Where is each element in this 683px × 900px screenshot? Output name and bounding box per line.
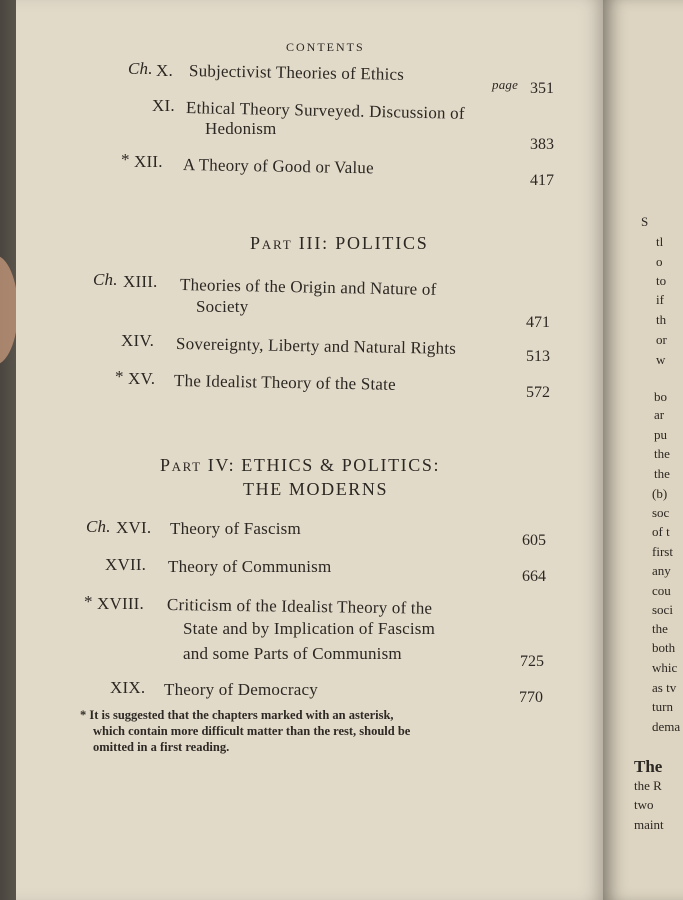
chapter-numeral: XVIII. xyxy=(97,594,144,613)
facing-page-fragment: any xyxy=(652,563,671,578)
page-number: 417 xyxy=(530,172,554,189)
page-number: 572 xyxy=(526,384,550,401)
facing-page-fragment: the R xyxy=(634,778,662,793)
chapter-prefix: Ch. xyxy=(128,59,153,78)
page-number: 725 xyxy=(520,653,544,670)
facing-page-fragment: S xyxy=(641,214,649,229)
facing-page-fragment: soc xyxy=(652,505,670,520)
chapter-title-cont: Hedonism xyxy=(205,119,277,138)
chapter-numeral: XV. xyxy=(128,369,156,388)
chapter-title-cont: Society xyxy=(196,297,249,316)
footnote-line: * It is suggested that the chapters marked with an asterisk, xyxy=(80,708,394,722)
chapter-title-cont: and some Parts of Communism xyxy=(183,644,402,663)
page-number: 383 xyxy=(530,136,554,153)
footnote-line: which contain more difficult matter than the rest, should be xyxy=(93,724,411,738)
chapter-title: Criticism of the Idealist Theory of the xyxy=(166,595,433,618)
chapter-title: Theory of Fascism xyxy=(170,519,301,538)
facing-page-fragment: tl xyxy=(656,234,664,249)
chapter-title: Subjectivist Theories of Ethics xyxy=(188,61,405,84)
chapter-numeral: XIV. xyxy=(121,331,155,350)
chapter-title: Theories of the Origin and Nature of xyxy=(179,275,437,299)
chapter-numeral: XIX. xyxy=(110,678,146,697)
page-word: page xyxy=(492,77,519,92)
chapter-title: Theory of Democracy xyxy=(164,680,318,699)
chapter-title: Theory of Communism xyxy=(168,557,332,576)
asterisk-marker: * xyxy=(84,592,93,611)
facing-page-fragment: ar xyxy=(654,407,665,422)
footnote-line: omitted in a first reading. xyxy=(93,740,230,754)
facing-page-fragment: both xyxy=(652,640,676,655)
chapter-numeral: X. xyxy=(156,61,173,80)
part-heading-cont: THE MODERNS xyxy=(243,479,389,499)
facing-page-fragment: w xyxy=(656,352,666,367)
contents-page xyxy=(16,0,608,900)
chapter-title: A Theory of Good or Value xyxy=(182,155,375,178)
facing-page-fragment: (b) xyxy=(652,486,668,501)
chapter-title: Sovereignty, Liberty and Natural Rights xyxy=(175,334,457,358)
facing-page-fragment: bo xyxy=(654,389,667,404)
chapter-title: The Idealist Theory of the State xyxy=(173,371,396,394)
chapter-prefix: Ch. xyxy=(93,270,118,289)
page-number: 770 xyxy=(519,689,543,706)
facing-page-fragment: or xyxy=(656,332,667,347)
facing-page-fragment: soci xyxy=(652,602,673,617)
facing-page-fragment: turn xyxy=(652,699,673,714)
facing-page-fragment: the xyxy=(654,446,670,461)
facing-page-fragment: maint xyxy=(634,817,664,832)
facing-page-fragment: dema xyxy=(652,719,681,734)
chapter-numeral: XIII. xyxy=(123,272,158,291)
chapter-title: Ethical Theory Surveyed. Discussion of xyxy=(185,98,465,123)
facing-page-fragment: to xyxy=(656,273,667,288)
facing-page-fragment: th xyxy=(656,312,667,327)
page-number: 664 xyxy=(522,568,546,585)
facing-page-fragment: o xyxy=(656,254,663,269)
facing-page-fragment: the xyxy=(654,466,670,481)
facing-page-fragment: first xyxy=(652,544,673,559)
chapter-title-cont: State and by Implication of Fascism xyxy=(183,619,436,638)
facing-page-fragment: as tv xyxy=(652,680,677,695)
chapter-numeral: XVI. xyxy=(116,518,152,537)
facing-page-fragment: pu xyxy=(654,427,667,442)
part-heading: Part IV: ETHICS & POLITICS: xyxy=(160,455,441,475)
facing-page-fragment: if xyxy=(656,292,664,307)
chapter-numeral: XI. xyxy=(152,96,175,115)
part-heading: Part III: POLITICS xyxy=(250,233,429,253)
chapter-prefix: Ch. xyxy=(86,517,111,536)
page-number: 605 xyxy=(522,532,546,549)
page-number: 513 xyxy=(526,348,550,365)
facing-page-fragment: two xyxy=(634,797,654,812)
page-number: 471 xyxy=(526,314,550,331)
facing-page-fragment: whic xyxy=(652,660,678,675)
asterisk-marker: * xyxy=(115,367,124,386)
page-number: 351 xyxy=(530,80,554,97)
facing-page-fragment: cou xyxy=(652,583,671,598)
facing-page-fragment: of t xyxy=(652,524,670,539)
page-heading: CONTENTS xyxy=(286,40,365,54)
chapter-numeral: XII. xyxy=(134,152,163,171)
chapter-numeral: XVII. xyxy=(105,555,147,574)
facing-page-fragment: the xyxy=(652,621,668,636)
facing-page-fragment: The xyxy=(634,757,663,776)
asterisk-marker: * xyxy=(121,150,130,169)
